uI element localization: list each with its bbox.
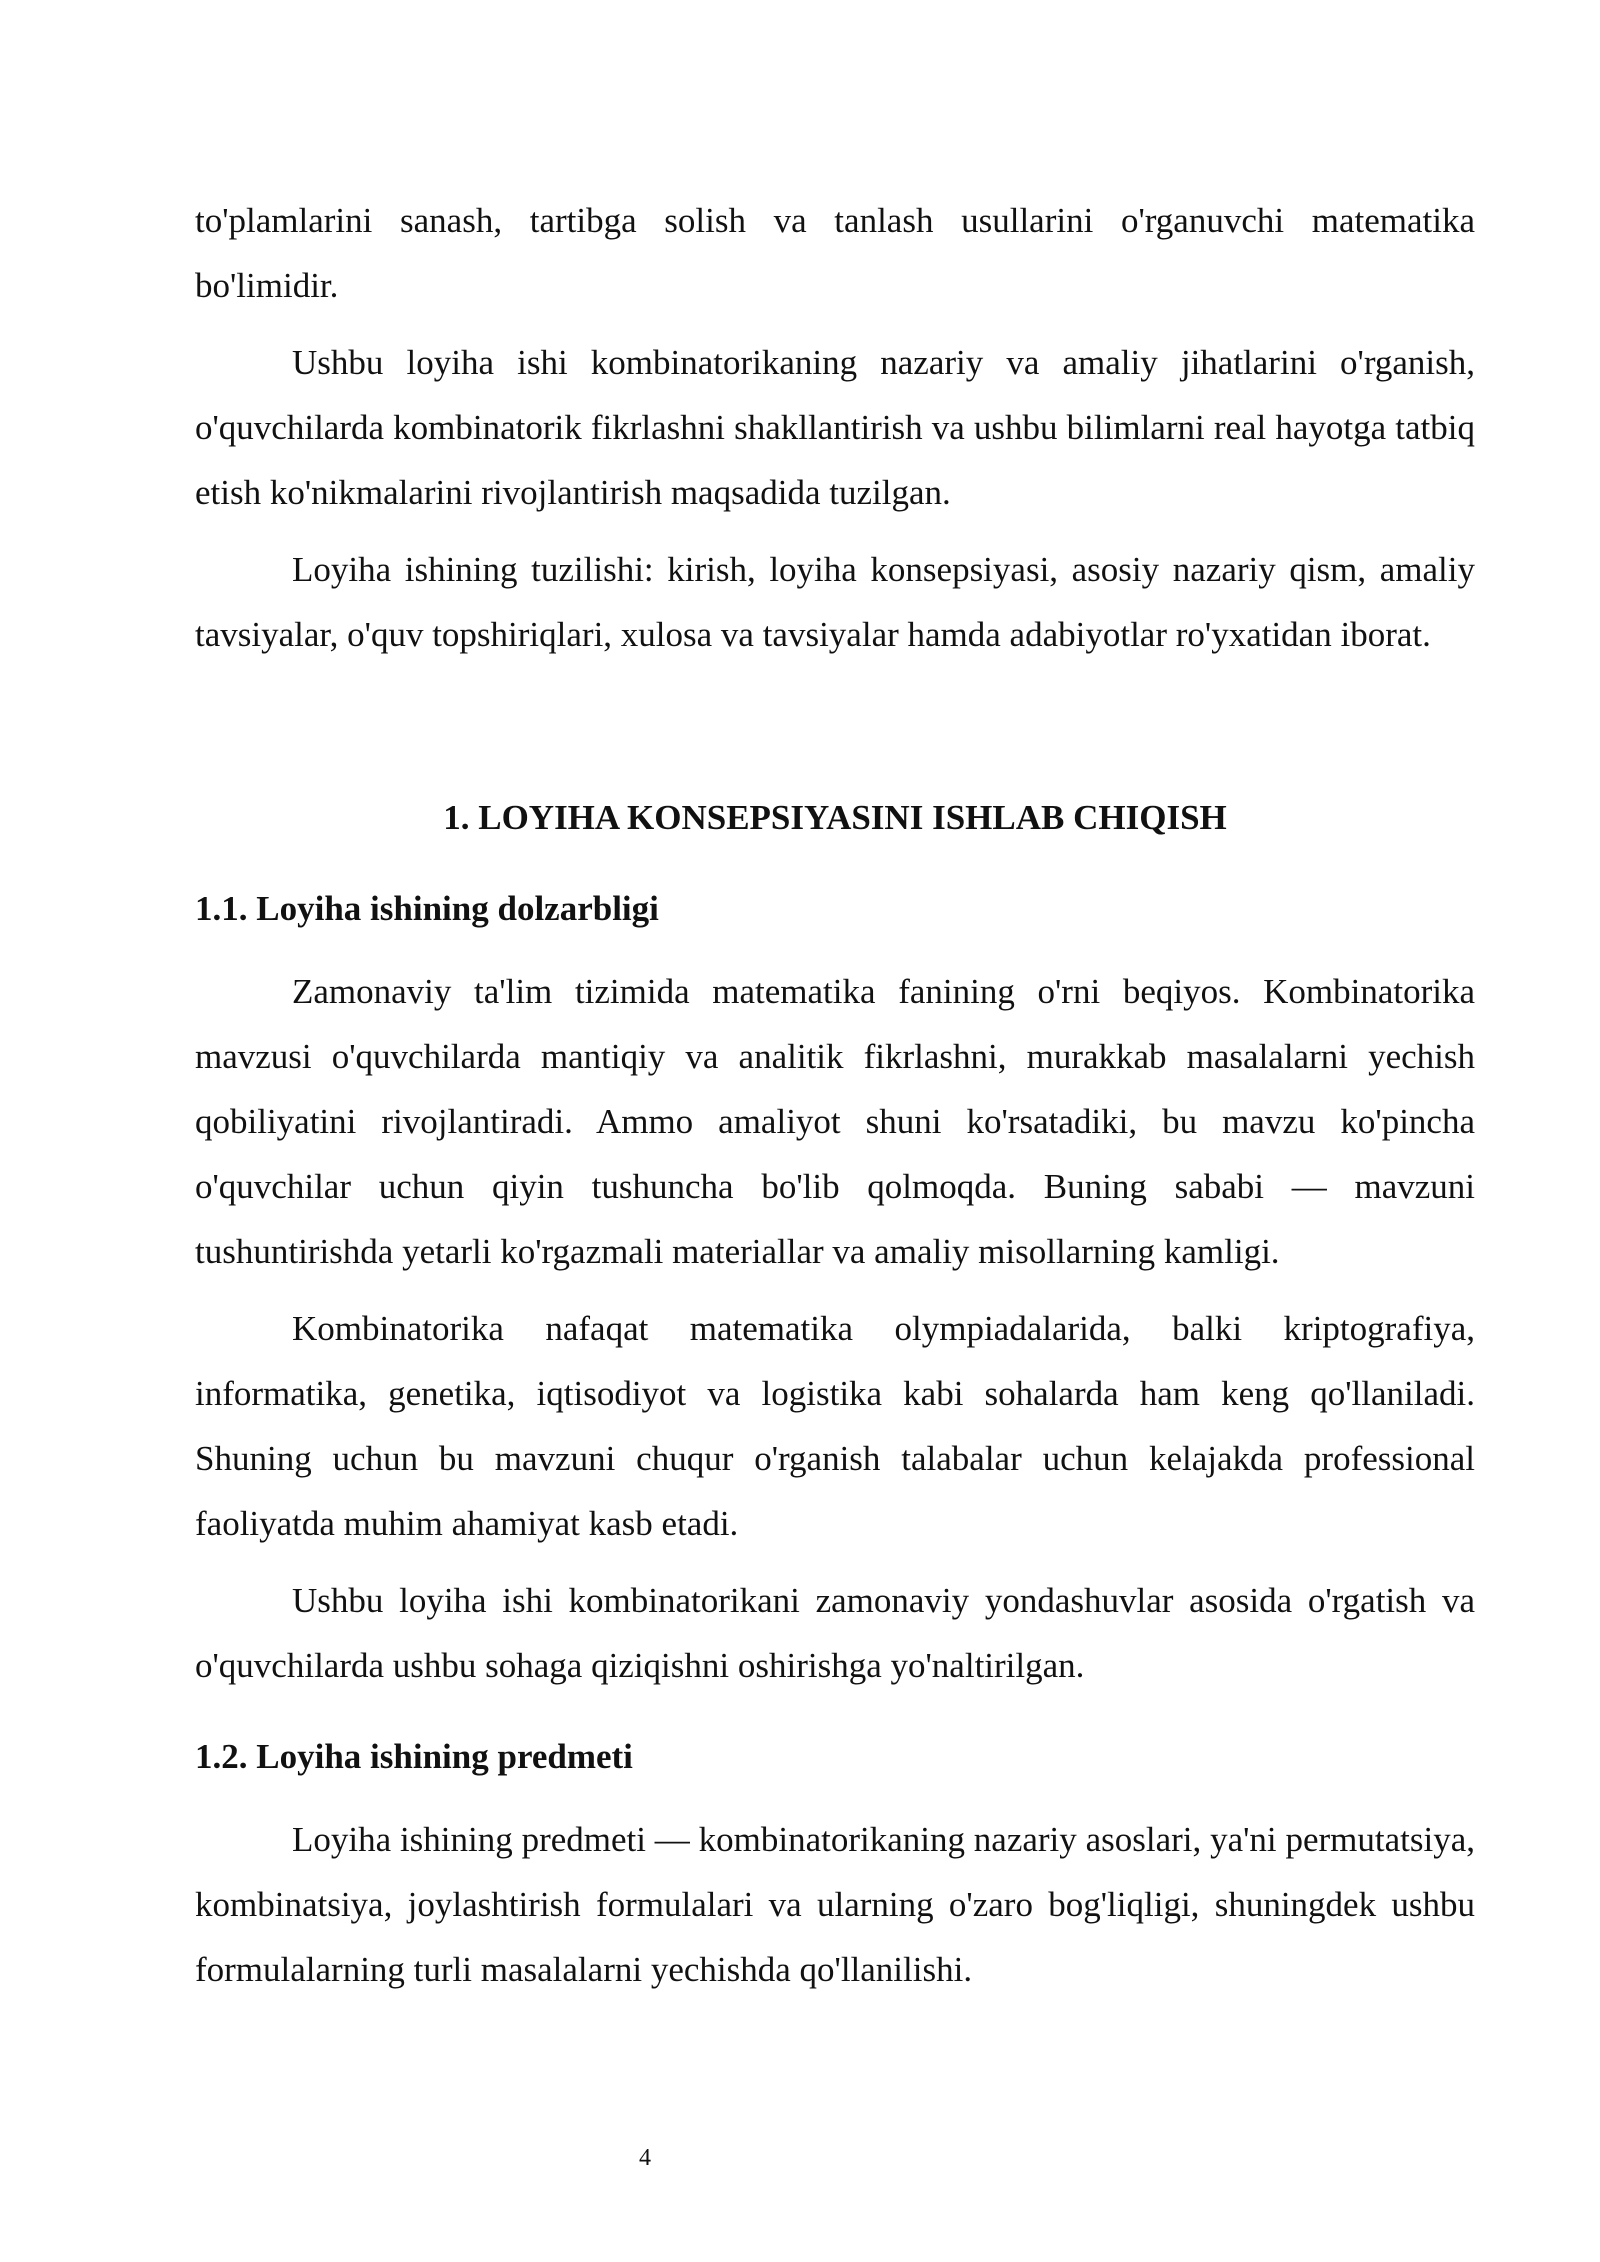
paragraph-relevance-1: Zamonaviy ta'lim tizimida matematika fanining o'rni beqiyos. Kombinatorika mavzusi o'quvchilarda mantiqiy va analitik fikrlashni, murakkab masalalarni yechish qobiliyatini rivojlantiradi. Ammo amaliyot shuni ko'rsatadiki, bu mavzu ko'pincha o'quvchilar uchun qiyin tushuncha bo'lib qolmoqda. Buning sababi — mavzuni tushuntirishda yetarli ko'rgazmali materiallar va amaliy misollarning kamligi. <box>195 972 1475 1271</box>
section-title: 1. LOYIHA KONSEPSIYASINI ISHLAB CHIQISH <box>443 798 1227 837</box>
paragraph-project-structure: Loyiha ishining tuzilishi: kirish, loyiha konsepsiyasi, asosiy nazariy qism, amaliy tavsiyalar, o'quv topshiriqlari, xulosa va tavsiyalar hamda adabiyotlar ro'yxatidan iborat. <box>195 550 1475 654</box>
page-number: 4 <box>639 2145 651 2171</box>
paragraph-continuation: to'plamlarini sanash, tartibga solish va tanlash usullarini o'rganuvchi matematika bo'limidir. <box>195 201 1475 305</box>
paragraph-relevance-3: Ushbu loyiha ishi kombinatorikani zamonaviy yondashuvlar asosida o'rgatish va o'quvchilarda ushbu sohaga qiziqishni oshirishga yo'naltirilgan. <box>195 1581 1475 1685</box>
subsection-title-subject: 1.2. Loyiha ishining predmeti <box>195 1737 633 1776</box>
paragraph-subject-1: Loyiha ishining predmeti — kombinatorikaning nazariy asoslari, ya'ni permutatsiya, kombinatsiya, joylashtirish formulalari va ularning o'zaro bog'liqligi, shuningdek ushbu formulalarning turli masalalarni yechishda qo'llanilishi. <box>195 1820 1475 1989</box>
document-page <box>195 188 1475 2014</box>
paragraph-relevance-2: Kombinatorika nafaqat matematika olympiadalarida, balki kriptografiya, informatika, genetika, iqtisodiyot va logistika kabi sohalarda ham keng qo'llaniladi. Shuning uchun bu mavzuni chuqur o'rganish talabalar uchun kelajakda professional faoliyatda muhim ahamiyat kasb etadi. <box>195 1309 1475 1543</box>
subsection-title-relevance: 1.1. Loyiha ishining dolzarbligi <box>195 889 659 928</box>
paragraph-project-purpose: Ushbu loyiha ishi kombinatorikaning nazariy va amaliy jihatlarini o'rganish, o'quvchilarda kombinatorik fikrlashni shakllantirish va ushbu bilimlarni real hayotga tatbiq etish ko'nikmalarini rivojlantirish maqsadida tuzilgan. <box>195 343 1475 512</box>
